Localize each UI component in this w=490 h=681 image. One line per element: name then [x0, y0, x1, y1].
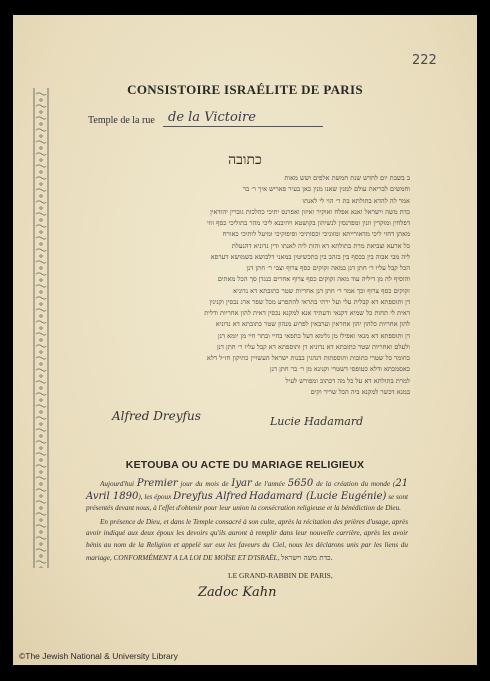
- temple-underline: [163, 126, 323, 127]
- ketubah-hebrew-title: כתובה: [228, 152, 262, 168]
- hebrew-line: במנא דכשר למקנא ביה הכל שריר וקים: [310, 387, 410, 396]
- hebrew-line: דן ותוספתא דא מנאי ואפילו מן גלימא דעל כתפאי בחיי ובתר חיי מן יומא דנן: [218, 331, 410, 340]
- hebrew-line: להון אחריות כלהון יהון אחראין וערבאין לפרוע מנהון שטר כתובתא דא נדוניא: [215, 320, 410, 329]
- hebrew-line: דן ותוספתא דא קבלית עלי ועל ירתי בתראי להתפרע מכל שפר ארג נכסין וקנינין: [209, 297, 410, 306]
- text-creation: de la création du monde (: [316, 480, 396, 488]
- temple-name-handwritten: de la Victoire: [168, 110, 256, 125]
- grand-rabbin-label: LE GRAND-RABBIN DE PARIS,: [228, 571, 333, 580]
- text-jour-du-mois: jour du mois de: [180, 480, 229, 488]
- text-presentes: se sont présentés devant nous, à l'effet d'obtenir pour leur union la consécration religieuse et la bénédiction de Dieu.: [86, 492, 409, 513]
- hebrew-line: למרת בתולתא דא על כל מה דכתוב ומפורש לעיל: [285, 376, 410, 385]
- hebrew-line: ולעלם ואחריות שטר כתובתא דא נדוניא דן ותוספתא דא קבל עליו ר׳ חתן דנן: [216, 342, 410, 351]
- french-body: [86, 478, 408, 564]
- hebrew-text-block: [70, 173, 410, 398]
- hebrew-line: אמר לה להדא בתולתא בת ר׳ הוי לי לאנתו: [302, 196, 410, 205]
- hebrew-line: מאתן דחזי ליכי מדאורייתא ומזוניכי וכסותיכי וסיפוקיכי ומיעל לותיכי כאורח: [222, 230, 410, 239]
- french-paragraph-1: [86, 478, 408, 515]
- handwritten-month: Iyar: [231, 478, 252, 489]
- hebrew-line: כחומר כל שטרי כתובות ותוספתות דנהגין בבנות ישראל העשויין כתיקון חז״ל דלא: [206, 354, 410, 362]
- hebrew-line: כאסמכתא ודלא כטופסי דשטרי וקנינא מן ר׳ בר חתן דנן: [270, 365, 410, 374]
- folio-number: 222: [412, 53, 437, 68]
- hebrew-line: הכל קבל עליו ר׳ חתן דנן במאה זקוקים כסף צרוף וצבי ר׳ חתן דנן: [246, 264, 410, 272]
- library-credit: ©The Jewish National & University Library: [19, 651, 178, 661]
- handwritten-year: 5650: [287, 478, 314, 489]
- text-aujourdhui: Aujourd'hui: [100, 480, 135, 488]
- text-les-epoux: ), les époux: [138, 492, 172, 501]
- signature-right: Lucie Hadamard: [270, 415, 364, 428]
- hebrew-line: והוסיף לה מן דיליה עוד מאה זקוקים כסף צרוף אחרים כנגדן סך הכל מאתים: [217, 275, 410, 284]
- temple-label: Temple de la rue: [88, 115, 155, 126]
- hebrew-line: דאית לי תחות כל שמיא דקנאי ודעתיד אנא למקנא נכסין דאית להון אחריות ודלית: [204, 309, 410, 317]
- hebrew-line: דפלחין ומוקרין וזנין ומפרנסין לנשיהון בקושטא ויהיבנא ליכי מהר בתוליכי כסף זוזי: [206, 219, 410, 227]
- french-paragraph-2: [86, 517, 408, 564]
- handwritten-bride: Hadamard (Lucie Eugénie): [249, 490, 387, 502]
- text-annee: de l'année: [254, 480, 285, 488]
- french-title: KETOUBA OU ACTE DU MARIAGE RELIGIEUX: [125, 459, 365, 471]
- hebrew-line: ליה מבי אבוה בין בכסף בין בזהב בין בתכשיטין במאני דלבושא בשמושא דערסא: [210, 252, 410, 261]
- handwritten-day: Premier: [136, 478, 178, 489]
- hebrew-line: זקוקים כסף צרוף וכך אמר ר׳ חתן דנן אחריות שטר כתובתא דא נדוניא: [233, 286, 410, 295]
- signature-left: Alfred Dreyfus: [112, 409, 201, 423]
- text-blessing: En présence de Dieu, et dans le Temple consacré à son culte, après la récitation des prières d'usage, après avoir indiqué aux deux époux les devoirs qu'ils auront à remplir dans leur nouvelle carrière, après les avoir bénis au nom de la Religion et appelé sur eux les faveurs du Ciel, nous les déclarons unis par les liens du mariage, CONFORMÉMENT A LA LOI DE MOÏSE ET D'ISRAËL,: [86, 517, 408, 562]
- text-hebrew-dat-moshe: כדת משה וישראל.: [281, 552, 333, 562]
- handwritten-groom: Dreyfus Alfred: [173, 490, 248, 502]
- consistoire-heading: CONSISTOIRE ISRAÉLITE DE PARIS: [127, 82, 363, 97]
- hebrew-line: וחמשים לבריאת עולם למנין שאנו מנין כאן בעיר פאריש איך ר׳ בר: [242, 185, 410, 194]
- hebrew-line: ב בשבת יום לחדש שנת חמשת אלפים ושש מאות: [284, 174, 410, 182]
- grand-rabbin-signature: Zadoc Kahn: [198, 585, 277, 600]
- hebrew-line: כדת משה וישראל ואנא אפלח ואוקיר ואיזון ואפרנס יתיכי כהלכות גוברין יהודאין: [210, 207, 410, 216]
- handwritten-date: 21 Avril 1890: [86, 478, 409, 502]
- hebrew-line: כל ארעא וצביאת מרת בתולתא דא והות ליה לאנתו ודין נדוניא דהנעלת: [231, 241, 410, 250]
